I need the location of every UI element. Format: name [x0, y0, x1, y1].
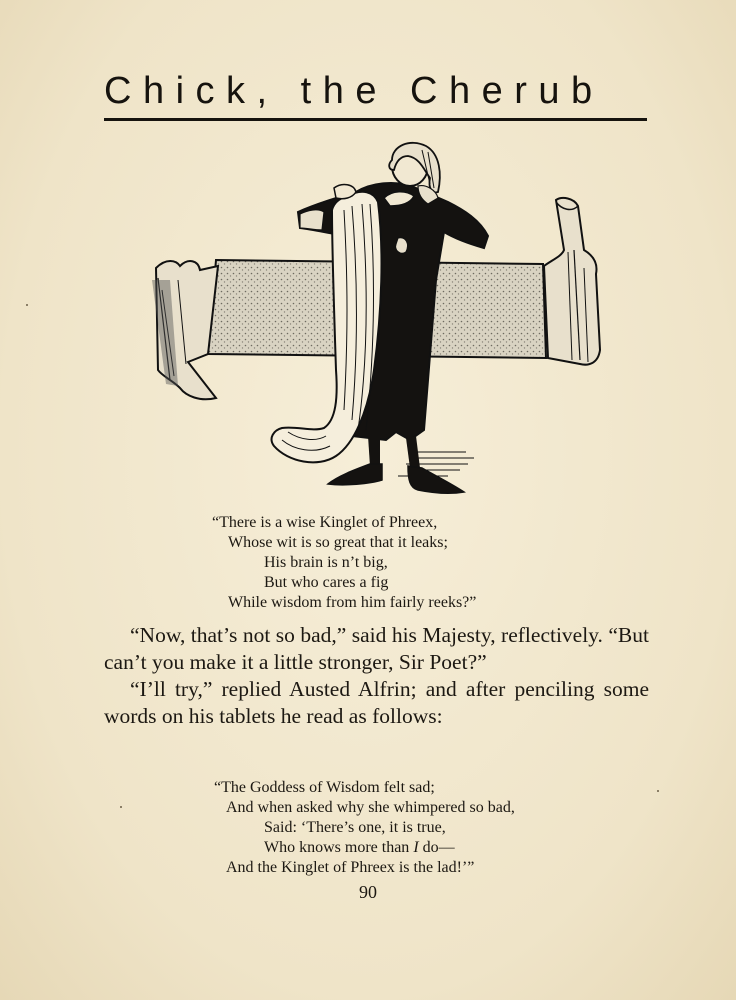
poet-reading-scroll-illustration [148, 140, 608, 505]
paper-speck [657, 790, 659, 792]
header-rule [104, 118, 647, 121]
verse-line: While wisdom from him fairly reeks?” [228, 594, 477, 611]
verse-text: do— [418, 839, 455, 856]
verse-line: And when asked why she whimpered so bad, [226, 799, 515, 816]
verse-line: But who cares a fig [264, 574, 389, 591]
paper-speck [120, 806, 122, 808]
verse-text: Who knows more than [264, 839, 414, 856]
verse-stanza-1 [212, 513, 476, 613]
page-number: 90 [359, 882, 377, 902]
paper-speck [26, 304, 28, 306]
prose-body [104, 622, 649, 730]
verse-line: “The Goddess of Wisdom felt sad; [214, 779, 435, 796]
verse-line: Said: ‘There’s one, it is true, [264, 819, 446, 836]
verse-line: And the Kinglet of Phreex is the lad!’” [226, 859, 475, 876]
verse-line: His brain is n’t big, [264, 554, 388, 571]
verse-line: “There is a wise Kinglet of Phreex, [212, 514, 438, 531]
verse-line: Whose wit is so great that it leaks; [228, 534, 448, 551]
verse-emphasis: I [413, 839, 419, 856]
paragraph: “I’ll try,” replied Austed Alfrin; and after penciling some words on his tablets he read as follows: [104, 677, 649, 728]
verse-stanza-2 [214, 778, 515, 878]
verse-line [214, 838, 515, 858]
paragraph: “Now, that’s not so bad,” said his Majesty, reflectively. “But can’t you make it a little stronger, Sir Poet?” [104, 623, 649, 674]
running-title: Chick, the Cherub [104, 70, 604, 112]
